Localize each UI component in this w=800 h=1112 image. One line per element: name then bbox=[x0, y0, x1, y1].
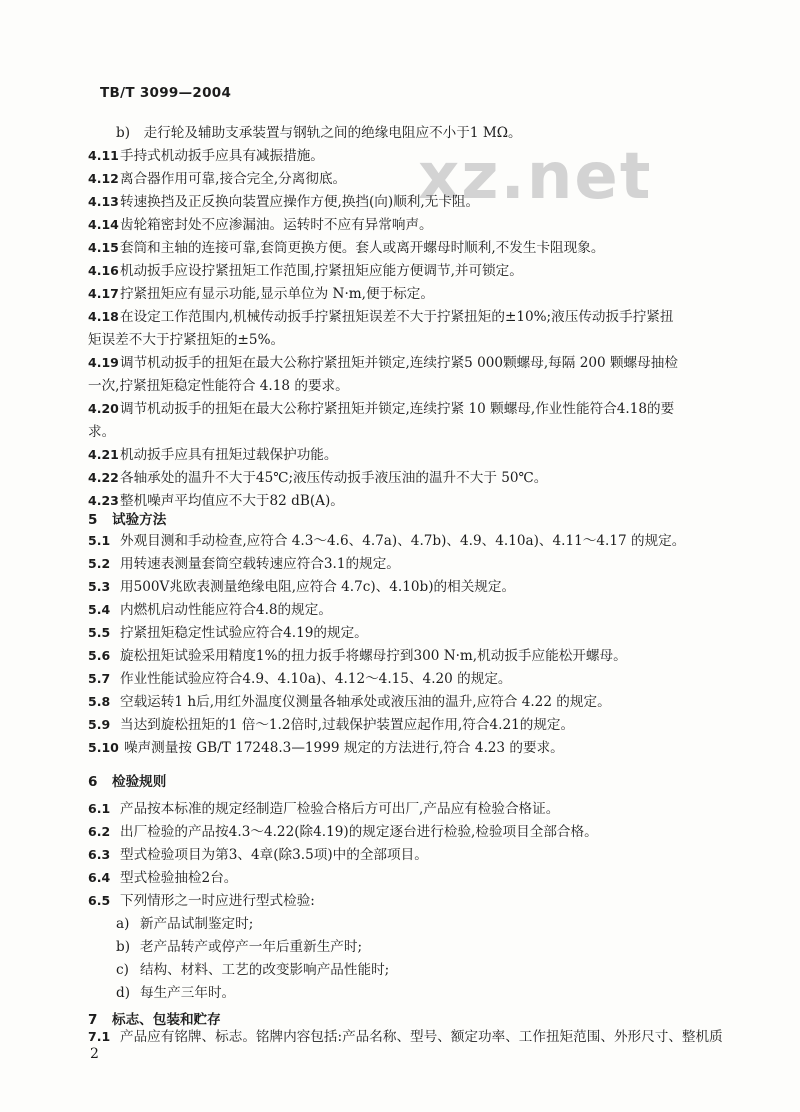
clause-5-2: 5.2 用转速表测量套筒空载转速应符合3.1的规定。 bbox=[88, 556, 400, 572]
clause-4-20: 4.20调节机动扳手的扭矩在最大公称拧紧扭矩并锁定,连续拧紧 10 颗螺母,作业性能符合4.18的要 bbox=[88, 401, 675, 417]
clause-5-1: 5.1 外观目测和手动检查,应符合 4.3～4.6、4.7a)、4.7b)、4.9、4.10a)、4.11～4.17 的规定。 bbox=[88, 533, 686, 549]
clause-4-19: 4.19调节机动扳手的扭矩在最大公称拧紧扭矩并锁定,连续拧紧5 000颗螺母,每隔 200 颗螺母抽检 bbox=[88, 355, 678, 371]
clause-4-10-b: b) 走行轮及辅助支承装置与钢轨之间的绝缘电阻应不小于1 MΩ。 bbox=[116, 125, 522, 141]
clause-4-11: 4.11手持式机动扳手应具有减振措施。 bbox=[88, 148, 324, 164]
clause-4-20-cont: 求。 bbox=[88, 424, 116, 440]
clause-4-22: 4.22各轴承处的温升不大于45℃;液压传动扳手液压油的温升不大于 50℃。 bbox=[88, 470, 548, 486]
section-5-heading: 5 试验方法 bbox=[88, 512, 167, 528]
sub-item-c: c) 结构、材料、工艺的改变影响产品性能时; bbox=[116, 962, 390, 978]
sub-item-a: a) 新产品试制鉴定时; bbox=[116, 916, 254, 932]
clause-4-14: 4.14齿轮箱密封处不应渗漏油。运转时不应有异常响声。 bbox=[88, 217, 433, 233]
clause-4-15: 4.15套筒和主轴的连接可靠,套筒更换方便。套人或离开螺母时顺利,不发生卡阻现象。 bbox=[88, 240, 605, 256]
watermark: xz.net bbox=[418, 140, 653, 214]
clause-4-23: 4.23整机噪声平均值应不大于82 dB(A)。 bbox=[88, 493, 344, 509]
clause-4-12: 4.12离合器作用可靠,接合完全,分离彻底。 bbox=[88, 171, 347, 187]
section-7-heading: 7 标志、包装和贮存 bbox=[88, 1012, 221, 1028]
clause-4-18-cont: 矩误差不大于拧紧扭矩的±5%。 bbox=[88, 332, 285, 348]
standard-code: TB/T 3099—2004 bbox=[100, 85, 232, 101]
clause-6-4: 6.4 型式检验抽检2台。 bbox=[88, 870, 238, 886]
clause-4-21: 4.21机动扳手应具有扭矩过载保护功能。 bbox=[88, 447, 338, 463]
clause-5-8: 5.8 空载运转1 h后,用红外温度仪测量各轴承处或液压油的温升,应符合 4.22 的规定。 bbox=[88, 694, 611, 710]
clause-4-16: 4.16机动扳手应设拧紧扭矩工作范围,拧紧扭矩应能方便调节,并可锁定。 bbox=[88, 263, 523, 279]
clause-5-4: 5.4 内燃机启动性能应符合4.8的规定。 bbox=[88, 602, 332, 618]
clause-6-3: 6.3 型式检验项目为第3、4章(除3.5项)中的全部项目。 bbox=[88, 847, 428, 863]
section-6-heading: 6 检验规则 bbox=[88, 774, 167, 790]
clause-6-5: 6.5 下列情形之一时应进行型式检验: bbox=[88, 893, 315, 909]
sub-item-d: d) 每生产三年时。 bbox=[116, 985, 236, 1001]
clause-4-19-cont: 一次,拧紧扭矩稳定性能符合 4.18 的要求。 bbox=[88, 378, 349, 394]
clause-5-7: 5.7 作业性能试验应符合4.9、4.10a)、4.12～4.15、4.20 的规定。 bbox=[88, 671, 512, 687]
clause-6-1: 6.1 产品按本标准的规定经制造厂检验合格后方可出厂,产品应有检验合格证。 bbox=[88, 801, 560, 817]
clause-5-3: 5.3 用500V兆欧表测量绝缘电阻,应符合 4.7c)、4.10b)的相关规定。 bbox=[88, 579, 516, 595]
clause-4-13: 4.13转速换挡及正反换向装置应操作方便,换挡(向)顺利,无卡阻。 bbox=[88, 194, 480, 210]
clause-5-9: 5.9 当达到旋松扭矩的1 倍～1.2倍时,过载保护装置应起作用,符合4.21的规定。 bbox=[88, 717, 575, 733]
clause-6-2: 6.2 出厂检验的产品按4.3～4.22(除4.19)的规定逐台进行检验,检验项目全部合格。 bbox=[88, 824, 598, 840]
clause-5-10: 5.10 噪声测量按 GB/T 17248.3—1999 规定的方法进行,符合 4.23 的要求。 bbox=[88, 740, 564, 756]
sub-item-b: b) 老产品转产或停产一年后重新生产时; bbox=[116, 939, 363, 955]
page-number: 2 bbox=[90, 1046, 99, 1062]
clause-7-1: 7.1 产品应有铭牌、标志。铭牌内容包括:产品名称、型号、额定功率、工作扭矩范围、外形尺寸、整机质 bbox=[88, 1029, 723, 1045]
clause-4-18: 4.18在设定工作范围内,机械传动扳手拧紧扭矩误差不大于拧紧扭矩的±10%;液压传动扳手拧紧扭 bbox=[88, 309, 674, 325]
clause-5-6: 5.6 旋松扭矩试验采用精度1%的扭力扳手将螺母拧到300 N·m,机动扳手应能松开螺母。 bbox=[88, 648, 627, 664]
clause-5-5: 5.5 拧紧扭矩稳定性试验应符合4.19的规定。 bbox=[88, 625, 368, 641]
clause-4-17: 4.17拧紧扭矩应有显示功能,显示单位为 N·m,便于标定。 bbox=[88, 286, 434, 302]
